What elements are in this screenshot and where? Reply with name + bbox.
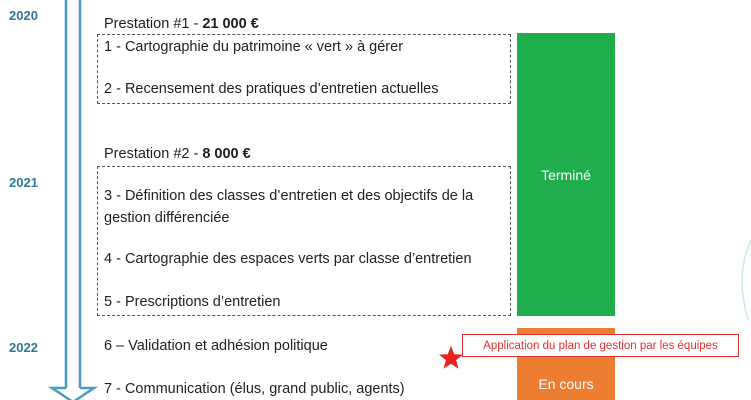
status-in-progress-label: En cours	[538, 376, 594, 392]
step-7: 7 - Communication (élus, grand public, agents)	[104, 381, 405, 397]
year-2020: 2020	[9, 8, 38, 23]
status-done-bar	[517, 33, 615, 316]
step-5: 5 - Prescriptions d’entretien	[104, 294, 281, 310]
timeline-arrow-shaft	[66, 0, 80, 388]
prestation-1-title	[104, 15, 259, 33]
step-6: 6 – Validation et adhésion politique	[104, 338, 328, 354]
year-2022: 2022	[9, 340, 38, 355]
step-2: 2 - Recensement des pratiques d’entretien actuelles	[104, 81, 439, 97]
timeline-arrow-head	[52, 388, 94, 400]
prestation-2-amount: 8 000 €	[202, 146, 251, 162]
step-3: 3 - Définition des classes d’entretien et des objectifs de la gestion différenciée	[104, 188, 474, 226]
decorative-curve	[736, 240, 751, 320]
prestation-1-amount: 21 000 €	[202, 16, 259, 32]
year-2021: 2021	[9, 175, 38, 190]
star-icon	[438, 345, 464, 371]
application-note: Application du plan de gestion par les équipes	[462, 334, 739, 357]
step-1: 1 - Cartographie du patrimoine « vert » à gérer	[104, 39, 404, 55]
status-done-label: Terminé	[541, 166, 591, 183]
prestation-2-label: Prestation #2 -	[104, 146, 203, 162]
prestation-2-title	[104, 145, 251, 163]
step-4: 4 - Cartographie des espaces verts par classe d’entretien	[104, 251, 472, 267]
prestation-1-label: Prestation #1 -	[104, 16, 203, 32]
